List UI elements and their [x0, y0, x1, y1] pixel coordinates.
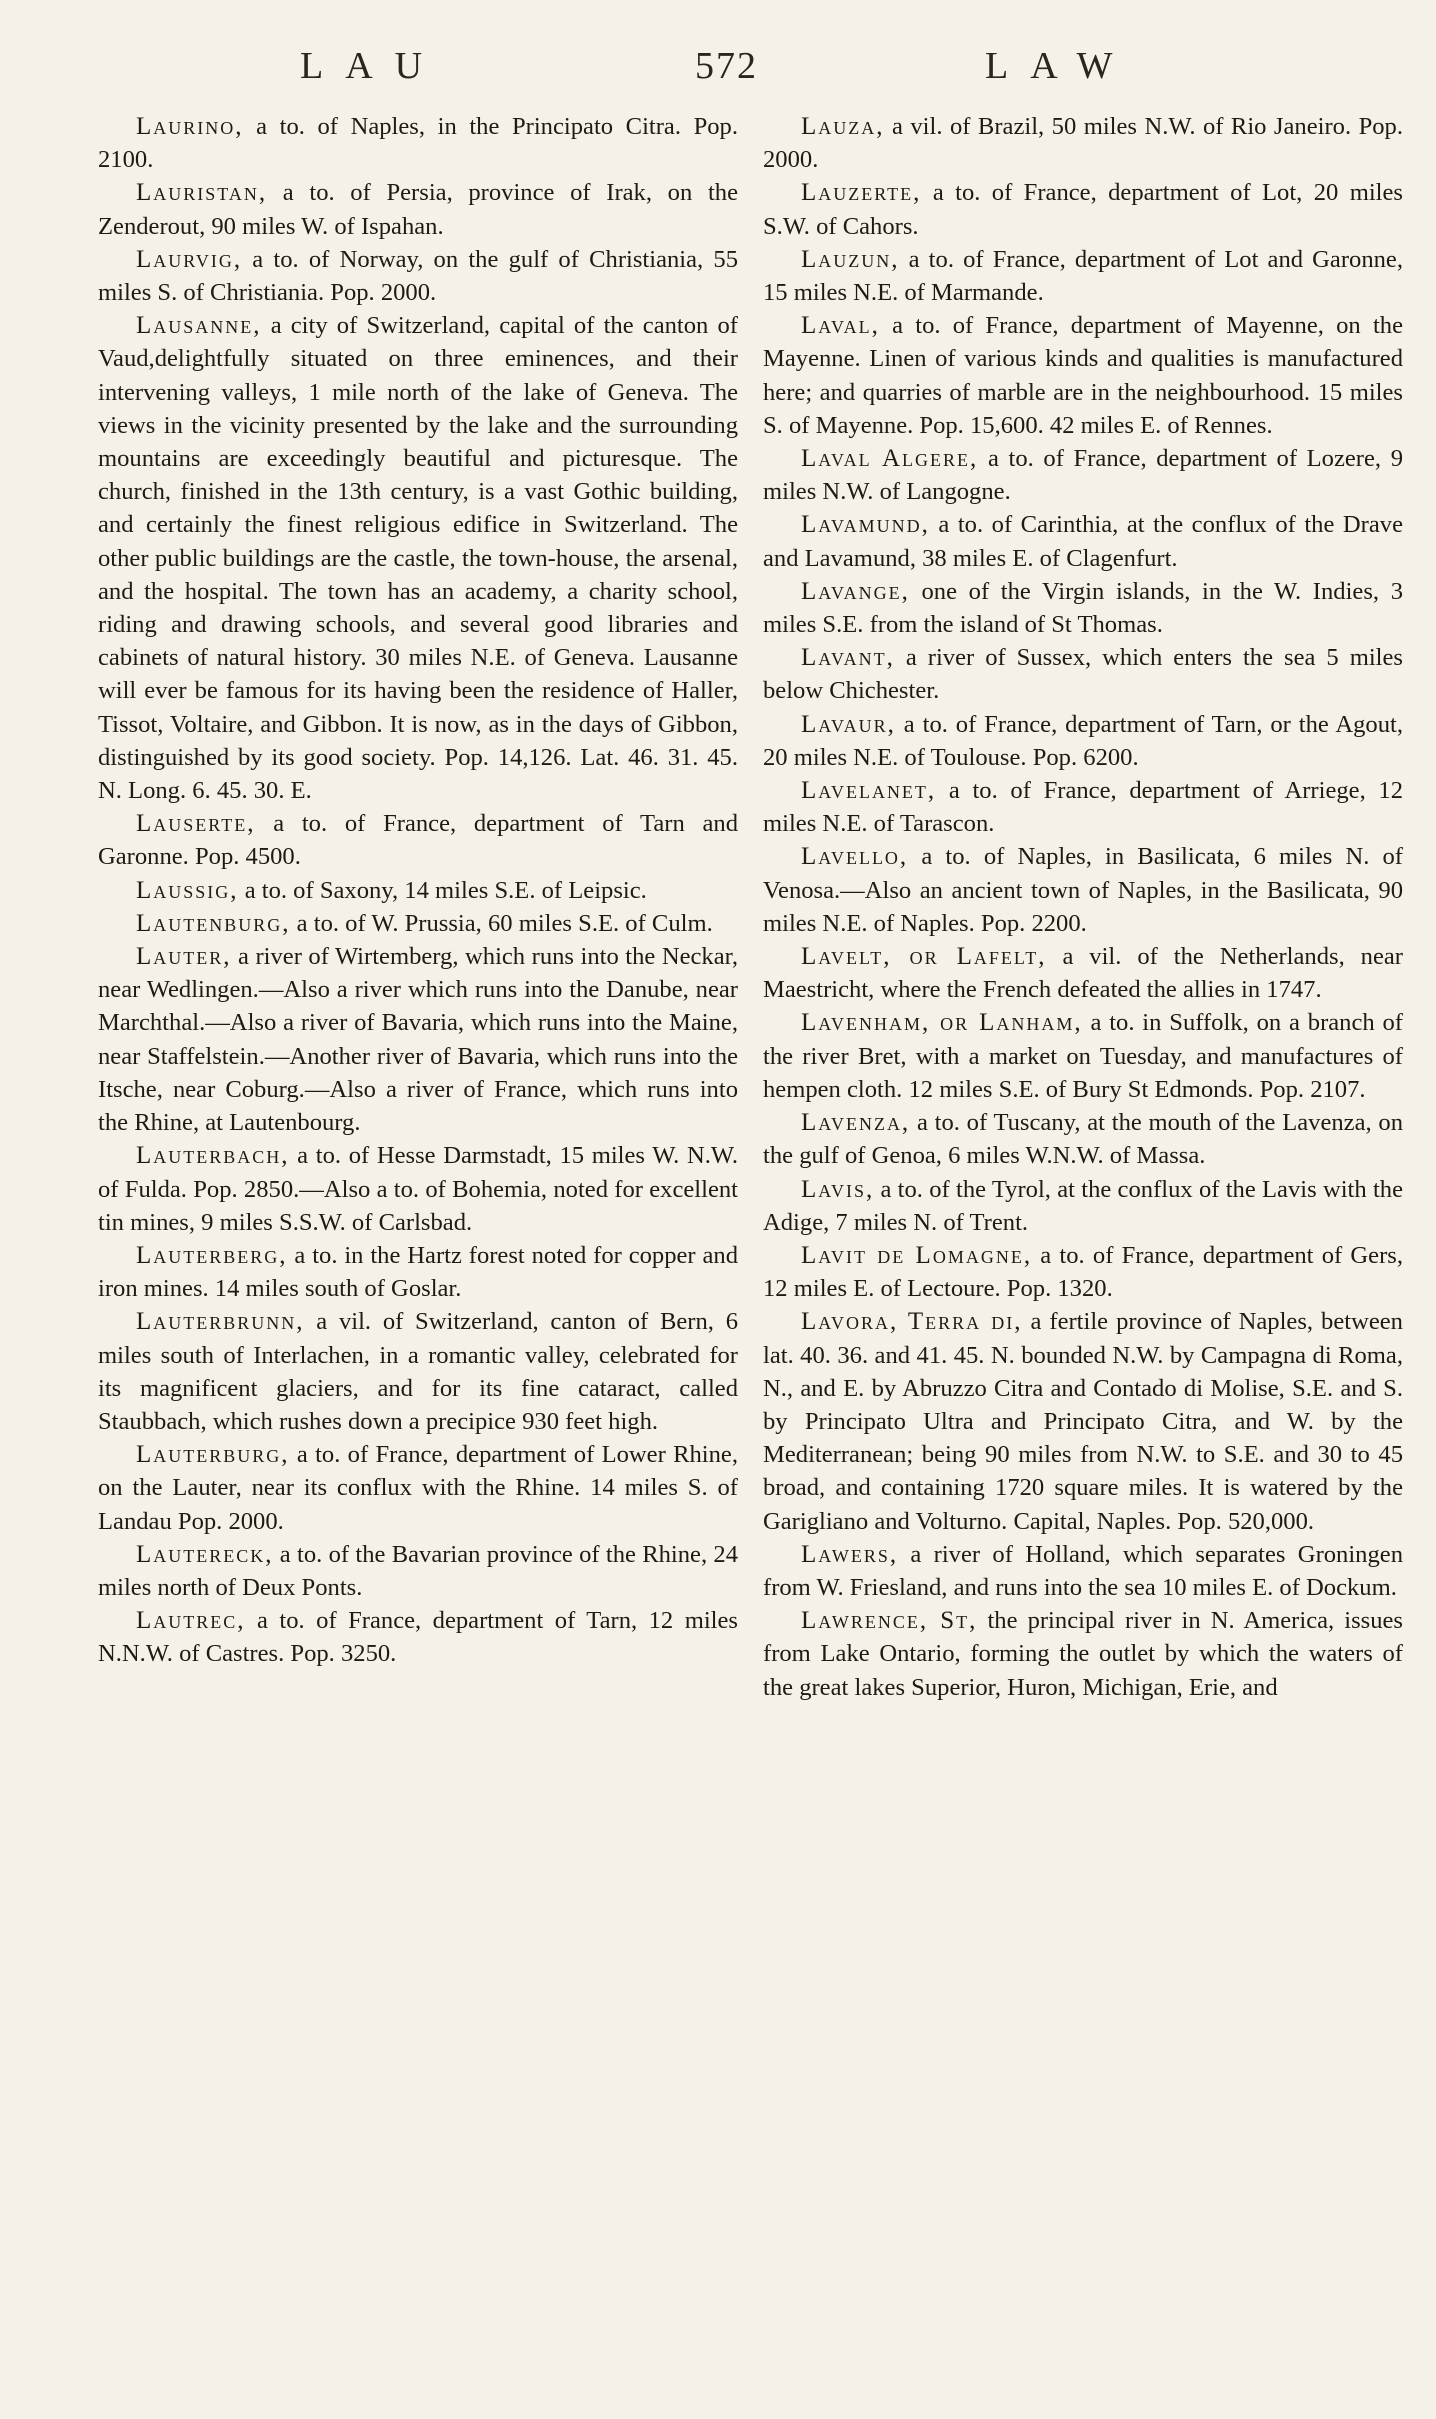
entry-headword: Laussig,	[136, 876, 239, 904]
entry-text: a to. of Carinthia, at the conflux of the Drave and Lavamund, 38 miles E. of Clagenfurt.	[763, 511, 1403, 572]
entry-headword: Lavamund,	[801, 511, 930, 539]
gazetteer-entry	[763, 1106, 1403, 1172]
entry-text: a fertile province of Naples, between lat. 40. 36. and 41. 45. N. bounded N.W. by Campagna di Roma, N., and E. by Abruzzo Citra and Contado di Molise, S.E. and S. by Principato Ultra and Principato Citra, and W. by the Mediterranean; being 90 miles from N.W. to S.E. and 30 to 45 broad, and containing 1720 square miles. It is watered by the Garigliano and Volturno. Capital, Naples. Pop. 520,000.	[763, 1308, 1403, 1535]
gazetteer-entry	[763, 110, 1403, 176]
entry-headword: Lavelanet,	[801, 777, 937, 805]
gazetteer-entry	[763, 575, 1403, 641]
entry-text: a to. of the Bavarian province of the Rhine, 24 miles north of Deux Ponts.	[98, 1540, 738, 1601]
entry-headword: Lavelt, or Lafelt,	[801, 943, 1047, 971]
entry-text: a to. in Suffolk, on a branch of the river Bret, with a market on Tuesday, and manufactures of hempen cloth. 12 miles S.E. of Bury St Edmonds. Pop. 2107.	[763, 1009, 1404, 1103]
entry-headword: Laval,	[801, 312, 880, 340]
entry-headword: Lavis,	[801, 1175, 875, 1203]
gazetteer-entry	[763, 940, 1403, 1006]
gazetteer-entry	[763, 774, 1403, 840]
entry-text: a vil. of Brazil, 50 miles N.W. of Rio Janeiro. Pop. 2000.	[763, 113, 1403, 174]
gazetteer-entry	[763, 243, 1403, 309]
entry-headword: Lavenham, or Lanham,	[801, 1009, 1083, 1037]
gazetteer-entry	[763, 508, 1403, 574]
entry-headword: Lawrence, St,	[801, 1607, 978, 1635]
gazetteer-entry	[98, 1538, 738, 1604]
gazetteer-entry	[763, 1604, 1403, 1704]
entry-text: a to. of Saxony, 14 miles S.E. of Leipsic.	[238, 876, 647, 904]
entry-text: a to. of France, department of Lot, 20 miles S.W. of Cahors.	[763, 179, 1403, 240]
entry-headword: Lavit de Lomagne,	[801, 1241, 1033, 1269]
gazetteer-entry	[763, 309, 1403, 442]
entry-text: a to. of France, department of Lot and Garonne, 15 miles N.E. of Marmande.	[763, 245, 1403, 307]
gazetteer-entry	[98, 243, 738, 309]
entry-headword: Lauzerte,	[801, 179, 922, 207]
entry-headword: Lauterbrunn,	[136, 1308, 305, 1336]
entry-headword: Lautrec,	[136, 1607, 246, 1635]
entry-text: a river of Holland, which separates Groningen from W. Friesland, and runs into the sea 10 miles E. of Dockum.	[763, 1540, 1403, 1601]
entry-text: a to. of Norway, on the gulf of Christiania, 55 miles S. of Christiania. Pop. 2000.	[98, 245, 738, 307]
gazetteer-entry	[763, 641, 1403, 707]
entry-text: a to. of Naples, in the Principato Citra. Pop. 2100.	[98, 113, 738, 174]
gazetteer-entry	[98, 874, 738, 907]
gazetteer-entry	[98, 309, 738, 807]
entry-text: a vil. of Switzerland, canton of Bern, 6 miles south of Interlachen, in a romantic valley, celebrated for its magnificent glaciers, and for its fine cataract, called Staubbach, which rushes down a precipice 930 feet high.	[98, 1308, 738, 1435]
entry-text: a to. in the Hartz forest noted for copper and iron mines. 14 miles south of Goslar.	[98, 1241, 738, 1303]
entry-text: a to. of France, department of Lozere, 9 miles N.W. of Langogne.	[763, 445, 1403, 506]
gazetteer-entry	[763, 1305, 1403, 1537]
entry-text: a to. of Persia, province of Irak, on the Zenderout, 90 miles W. of Ispahan.	[98, 179, 738, 240]
entry-headword: Lavange,	[801, 577, 910, 605]
gazetteer-entry	[763, 1006, 1403, 1106]
entry-headword: Lauterbach,	[136, 1142, 290, 1170]
entry-headword: Lauristan,	[136, 179, 268, 207]
entry-text: a to. of France, department of Mayenne, on the Mayenne. Linen of various kinds and qualities is manufactured here; and quarries of marble are in the neighbourhood. 15 miles S. of Mayenne. Pop. 15,600. 42 miles E. of Rennes.	[763, 312, 1403, 439]
entry-text: a to. of France, department of Gers, 12 miles E. of Lectoure. Pop. 1320.	[763, 1241, 1403, 1303]
gazetteer-entry	[98, 1438, 738, 1538]
left-column	[98, 110, 738, 1671]
entry-text: a to. of W. Prussia, 60 miles S.E. of Culm.	[290, 909, 713, 937]
entry-text: a to. of Tuscany, at the mouth of the Lavenza, on the gulf of Genoa, 6 miles W.N.W. of Massa.	[763, 1109, 1403, 1170]
entry-headword: Lawers,	[801, 1540, 899, 1568]
entry-text: a to. of France, department of Lower Rhine, on the Lauter, near its conflux with the Rhine. 14 miles S. of Landau Pop. 2000.	[98, 1441, 738, 1535]
entry-headword: Lautereck,	[136, 1540, 274, 1568]
entry-headword: Lautenburg,	[136, 909, 291, 937]
entry-text: a to. of the Tyrol, at the conflux of the Lavis with the Adige, 7 miles N. of Trent.	[763, 1175, 1403, 1236]
entry-text: a river of Sussex, which enters the sea 5 miles below Chichester.	[763, 644, 1403, 705]
gazetteer-entry	[98, 907, 738, 940]
entry-text: a vil. of the Netherlands, near Maestricht, where the French defeated the allies in 1747.	[763, 943, 1404, 1004]
entry-text: a city of Switzerland, capital of the canton of Vaud,delightfully situated on three eminences, and their intervening valleys, 1 mile north of the lake of Geneva. The views in the vicinity presented by the lake and the surrounding mountains are exceedingly beautiful and picturesque. The church, finished in the 13th century, is a vast Gothic building, and certainly the finest religious edifice in Switzerland. The other public buildings are the castle, the town-house, the arsenal, and the hospital. The town has an academy, a charity school, riding and drawing schools, and several good libraries and cabinets of natural history. 30 miles N.E. of Geneva. Lausanne will ever be famous for its having been the residence of Haller, Tissot, Voltaire, and Gibbon. It is now, as in the days of Gibbon, distinguished by its good society. Pop. 14,126. Lat. 46. 31. 45. N. Long. 6. 45. 30. E.	[98, 312, 738, 805]
entry-headword: Laurvig,	[136, 245, 243, 273]
entry-headword: Lauterberg,	[136, 1241, 288, 1269]
running-head-left: LAU	[300, 45, 445, 87]
entry-text: a to. of France, department of Tarn and Garonne. Pop. 4500.	[98, 810, 738, 871]
entry-headword: Lavenza,	[801, 1109, 911, 1137]
entry-text: the principal river in N. America, issues from Lake Ontario, forming the outlet by which the waters of the great lakes Superior, Huron, Michigan, Erie, and	[763, 1607, 1404, 1701]
entry-headword: Lauter,	[136, 943, 232, 971]
gazetteer-entry	[98, 110, 738, 176]
entry-headword: Lauterburg,	[136, 1441, 290, 1469]
entry-text: one of the Virgin islands, in the W. Indies, 3 miles S.E. from the island of St Thomas.	[763, 577, 1403, 639]
gazetteer-entry	[98, 1305, 738, 1438]
entry-text: a to. of Hesse Darmstadt, 15 miles W. N.W. of Fulda. Pop. 2850.—Also a to. of Bohemia, noted for excellent tin mines, 9 miles S.S.W. of Carlsbad.	[98, 1142, 738, 1236]
gazetteer-entry	[763, 1173, 1403, 1239]
entry-headword: Lavaur,	[801, 710, 896, 738]
entry-headword: Lauza,	[801, 113, 885, 140]
right-column	[763, 110, 1403, 1704]
entry-headword: Laval Algere,	[801, 445, 979, 473]
page-number: 572	[695, 45, 758, 87]
gazetteer-entry	[763, 176, 1403, 242]
gazetteer-entry	[98, 807, 738, 873]
gazetteer-entry	[98, 940, 738, 1139]
gazetteer-entry	[98, 1604, 738, 1670]
entry-headword: Lausanne,	[136, 312, 262, 340]
entry-headword: Lauserte,	[136, 810, 256, 838]
gazetteer-entry	[763, 840, 1403, 940]
entry-headword: Lavora, Terra di,	[801, 1308, 1023, 1336]
gazetteer-entry	[763, 708, 1403, 774]
entry-text: a to. of Naples, in Basilicata, 6 miles N. of Venosa.—Also an ancient town of Naples, in the Basilicata, 90 miles N.E. of Naples. Pop. 2200.	[763, 843, 1403, 937]
gazetteer-entry	[98, 176, 738, 242]
entry-text: a river of Wirtemberg, which runs into the Neckar, near Wedlingen.—Also a river which runs into the Danube, near Marchthal.—Also a river of Bavaria, which runs into the Maine, near Staffelstein.—Another river of Bavaria, which runs into the Itsche, near Coburg.—Also a river of France, which runs into the Rhine, at Lautenbourg.	[98, 943, 738, 1137]
entry-headword: Lauzun,	[801, 245, 900, 273]
entry-text: a to. of France, department of Tarn, or the Agout, 20 miles N.E. of Toulouse. Pop. 6200.	[763, 710, 1403, 771]
entry-headword: Laurino,	[136, 113, 244, 140]
gazetteer-entry	[98, 1239, 738, 1305]
entry-text: a to. of France, department of Arriege, 12 miles N.E. of Tarascon.	[763, 777, 1403, 838]
gazetteer-entry	[763, 1239, 1403, 1305]
entry-text: a to. of France, department of Tarn, 12 miles N.N.W. of Castres. Pop. 3250.	[98, 1607, 738, 1668]
gazetteer-entry	[98, 1139, 738, 1239]
entry-headword: Lavant,	[801, 644, 895, 672]
running-head-right: LAW	[985, 45, 1135, 87]
entry-headword: Lavello,	[801, 843, 909, 871]
page-header	[95, 44, 1385, 104]
gazetteer-entry	[763, 442, 1403, 508]
gazetteer-entry	[763, 1538, 1403, 1604]
